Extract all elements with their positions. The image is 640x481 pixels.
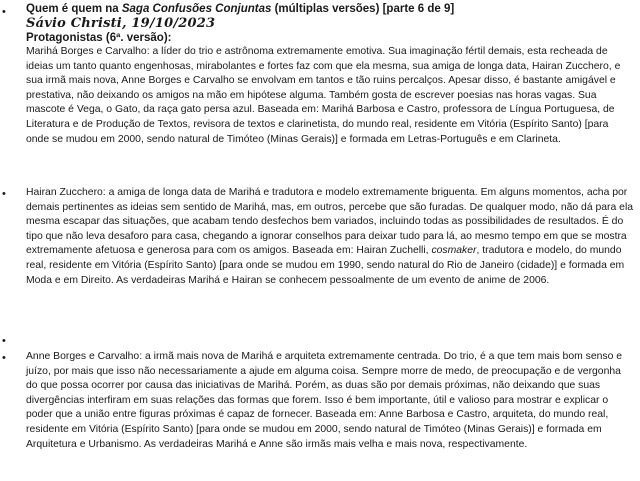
bullet: • (2, 6, 6, 18)
item-content (26, 350, 634, 452)
item-content (26, 3, 634, 147)
paragraph-marinha: Marihá Borges e Carvalho: a líder do trio e astrônoma extremamente emotiva. Sua imaginação fértil demais, esta recheada de ideias um tanto quanto engenhosas, mirabolantes e fortes faz com que ela mesma, sua amiga de longa data, Hairan Zucchero, e sua irmã mais nova, Anne Borges e Carvalho se envolvam em tantos e tão ruins percalços. Apesar disso, é bastante amigável e prestativa, não deixando os amigos na mão em hipótese alguma. Também gosta de escrever poesias nas horas vagas. Sua mascote é Vega, o Gato, da raça gato persa azul. Baseada em: Marihá Barbosa e Castro, professora de Língua Portuguesa, de Literatura e de Produção de Textos, revisora de textos e clarinetista, do mundo real, residente em Vitória (Espírito Santo) [para onde se mudou em 2000, sendo natural de Timóteo (Minas Gerais)] e formada em Letras-Português e em Clarineta. (26, 46, 621, 145)
hairan-text-end: , tradutora e modelo, do mundo real, residente em Vitória (Espírito Santo) [para onde se mudou em 1990, sendo natural do Rio de Janeiro (cidade)] e formada em Moda e em Direito. As verdadeiras Marihá e Hairan se conhecem pessoalmente de um evento de anime de 2006. (26, 245, 625, 286)
title-prefix: Quem é quem na (26, 3, 122, 15)
section-subtitle: Protagonistas (6ª. versão): (26, 32, 172, 44)
hairan-cosmaker: cosmaker (431, 245, 477, 257)
saga-name: Saga Confusões Conjuntas (121, 3, 272, 15)
item-content (26, 186, 634, 288)
document-title (26, 3, 634, 16)
bullet: • (2, 335, 6, 347)
paragraph-anne: Anne Borges e Carvalho: a irmã mais nova de Marihá e arquiteta extremamente centrada. Do trio, é a que tem mais bom senso e juízo, por mais que isso não necessariamente a ajude em alguma coisa. Sempre morre de medo, de preocupação e de vergonha do que possa ocorrer por causa das iniciativas de Marihá. Porém, as duas são por demais próximas, não deixando que suas divergências interfiram em suas relações das formas que forem. Isso é bem importante, útil e valioso para mostrar e explicar o poder que a união entre figuras próximas é capaz de fornecer. Baseada em: Anne Barbosa e Castro, arquiteta, do mundo real, residente em Vitória (Espírito Santo) [para onde se mudou em 2000, sendo natural de Timóteo (Minas Gerais)] e formada em Arquitetura e Urbanismo. As verdadeiras Marihá e Anne são irmãs mais velha e mais nova, respectivamente. (26, 351, 623, 450)
title-suffix: (múltiplas versões) [parte 6 de 9] (271, 3, 455, 15)
author-date: Sávio Christi, 19/10/2023 (26, 16, 216, 31)
bullet: • (2, 352, 6, 364)
bullet: • (2, 188, 6, 200)
paragraph-hairan (26, 186, 634, 288)
hairan-text-start: Hairan Zucchero: a amiga de longa data de Marihá e tradutora e modelo extremamente briguenta. Em alguns momentos, acha por demais pertinentes as ideias sem sentido de Marihá, mas, em outros, percebe que são furadas. De qualquer modo, não dá para ela mesma escapar das situações, que acabam tendo desfechos bem variados, incluindo todas as possibilidades de resultados. É do tipo que não leva desaforo para casa, chegando a ignorar conselhos para deixar tudo para lá, ao mesmo tempo em que se mostra extremamente afetuosa e generosa para com os amigos. Baseada em: Hairan Zuchelli, (26, 187, 634, 257)
